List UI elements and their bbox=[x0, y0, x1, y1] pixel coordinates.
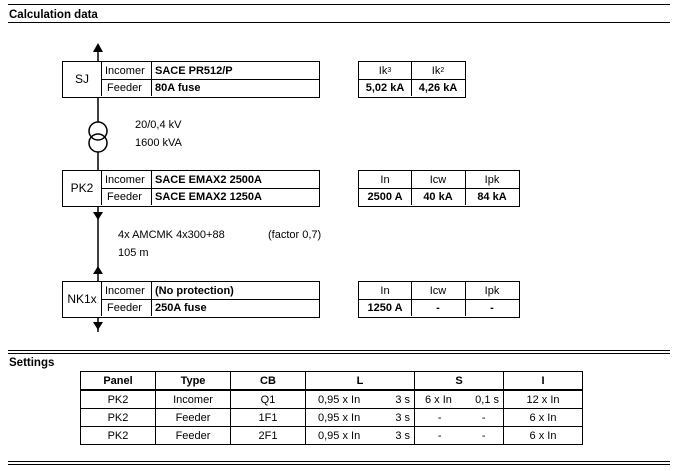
nk1x-feeder-label: Feeder bbox=[107, 301, 142, 314]
transformer-power: 1600 kVA bbox=[135, 137, 182, 149]
nk1x-header-icw: Icw bbox=[429, 284, 447, 297]
cell-cb: 1F1 bbox=[231, 409, 306, 427]
cell-l-value: 0,95 x In bbox=[306, 409, 384, 427]
sj-header-ik3: Ik 3 bbox=[378, 64, 392, 77]
nk1x-panel bbox=[62, 281, 320, 318]
cell-cb: 2F1 bbox=[231, 427, 306, 445]
settings-rule-top-2 bbox=[8, 353, 670, 354]
nk1x-value-ipk: - bbox=[490, 301, 494, 314]
settings-header-row bbox=[81, 372, 583, 391]
settings-rule-top bbox=[8, 350, 670, 351]
cable-length: 105 m bbox=[118, 247, 149, 259]
sj-panel-label: SJ bbox=[74, 72, 89, 86]
nk1x-header-in: In bbox=[380, 284, 390, 297]
pk2-feeder-label: Feeder bbox=[107, 190, 142, 203]
pk2-value-ipk: 84 kA bbox=[477, 190, 507, 203]
header-l: L bbox=[306, 372, 415, 391]
nk1x-value-in: 1250 A bbox=[367, 301, 403, 314]
cell-panel: PK2 bbox=[81, 390, 156, 409]
cell-s-value: 6 x In bbox=[415, 390, 465, 409]
transformer-voltage: 20/0,4 kV bbox=[135, 119, 182, 131]
cell-s-time: - bbox=[464, 427, 503, 445]
sj-feeder-value: 80A fuse bbox=[155, 81, 201, 94]
cell-l-value: 0,95 x In bbox=[306, 390, 384, 409]
nk1x-feeder-value: 250A fuse bbox=[155, 301, 207, 314]
sj-incomer-value: SACE PR512/P bbox=[155, 64, 233, 77]
sj-header-ik2: Ik 2 bbox=[431, 64, 445, 77]
nk1x-incomer-label: Incomer bbox=[105, 284, 145, 297]
pk2-feeder-value: SACE EMAX2 1250A bbox=[155, 190, 262, 203]
bottom-rule bbox=[8, 461, 670, 462]
sj-panel bbox=[62, 61, 320, 98]
cell-l-value: 0,95 x In bbox=[306, 427, 384, 445]
sj-value-ik2: 4,26 kA bbox=[418, 81, 458, 94]
nk1x-value-icw: - bbox=[436, 301, 440, 314]
header-type: Type bbox=[156, 372, 231, 391]
pk2-results bbox=[358, 170, 520, 207]
cable-spec: 4x AMCMK 4x300+88 bbox=[118, 229, 225, 241]
sj-incomer-label: Incomer bbox=[105, 64, 145, 77]
cell-panel: PK2 bbox=[81, 409, 156, 427]
header-panel: Panel bbox=[81, 372, 156, 391]
cell-type: Incomer bbox=[156, 390, 231, 409]
sj-value-ik3: 5,02 kA bbox=[365, 81, 405, 94]
cell-s-time: 0,1 s bbox=[464, 390, 503, 409]
cell-s-time: - bbox=[464, 409, 503, 427]
cell-i-value: 12 x In bbox=[504, 390, 583, 409]
cell-l-time: 3 s bbox=[384, 390, 415, 409]
ik2-subscript: 2 bbox=[440, 67, 445, 74]
cell-i-value: 6 x In bbox=[504, 427, 583, 445]
settings-table bbox=[80, 371, 583, 445]
pk2-panel bbox=[62, 170, 320, 207]
header-s: S bbox=[415, 372, 504, 391]
table-row bbox=[81, 427, 583, 445]
cell-s-value: - bbox=[415, 427, 465, 445]
cell-cb: Q1 bbox=[231, 390, 306, 409]
pk2-header-icw: Icw bbox=[429, 173, 447, 186]
cell-l-time: 3 s bbox=[384, 427, 415, 445]
pk2-panel-label: PK2 bbox=[70, 181, 94, 195]
pk2-value-in: 2500 A bbox=[367, 190, 403, 203]
nk1x-panel-label: NK1x bbox=[67, 292, 97, 306]
table-row bbox=[81, 390, 583, 409]
bottom-rule-2 bbox=[8, 464, 670, 465]
cable-factor: (factor 0,7) bbox=[268, 229, 322, 241]
nk1x-results bbox=[358, 281, 520, 318]
cell-i-value: 6 x In bbox=[504, 409, 583, 427]
calc-section-title: Calculation data bbox=[9, 9, 98, 21]
cell-l-time: 3 s bbox=[384, 409, 415, 427]
nk1x-header-ipk: Ipk bbox=[484, 284, 500, 297]
cell-type: Feeder bbox=[156, 409, 231, 427]
pk2-value-icw: 40 kA bbox=[423, 190, 453, 203]
pk2-incomer-label: Incomer bbox=[105, 173, 145, 186]
ik3-subscript: 3 bbox=[387, 67, 392, 74]
cell-s-value: - bbox=[415, 409, 465, 427]
nk1x-incomer-value: (No protection) bbox=[155, 284, 234, 297]
pk2-header-ipk: Ipk bbox=[484, 173, 500, 186]
table-row bbox=[81, 409, 583, 427]
pk2-header-in: In bbox=[380, 173, 390, 186]
sj-feeder-label: Feeder bbox=[107, 81, 142, 94]
cell-panel: PK2 bbox=[81, 427, 156, 445]
header-i: I bbox=[504, 372, 583, 391]
pk2-incomer-value: SACE EMAX2 2500A bbox=[155, 173, 262, 186]
header-cb: CB bbox=[231, 372, 306, 391]
cell-type: Feeder bbox=[156, 427, 231, 445]
sj-results bbox=[358, 61, 466, 98]
settings-section-title: Settings bbox=[9, 357, 55, 369]
